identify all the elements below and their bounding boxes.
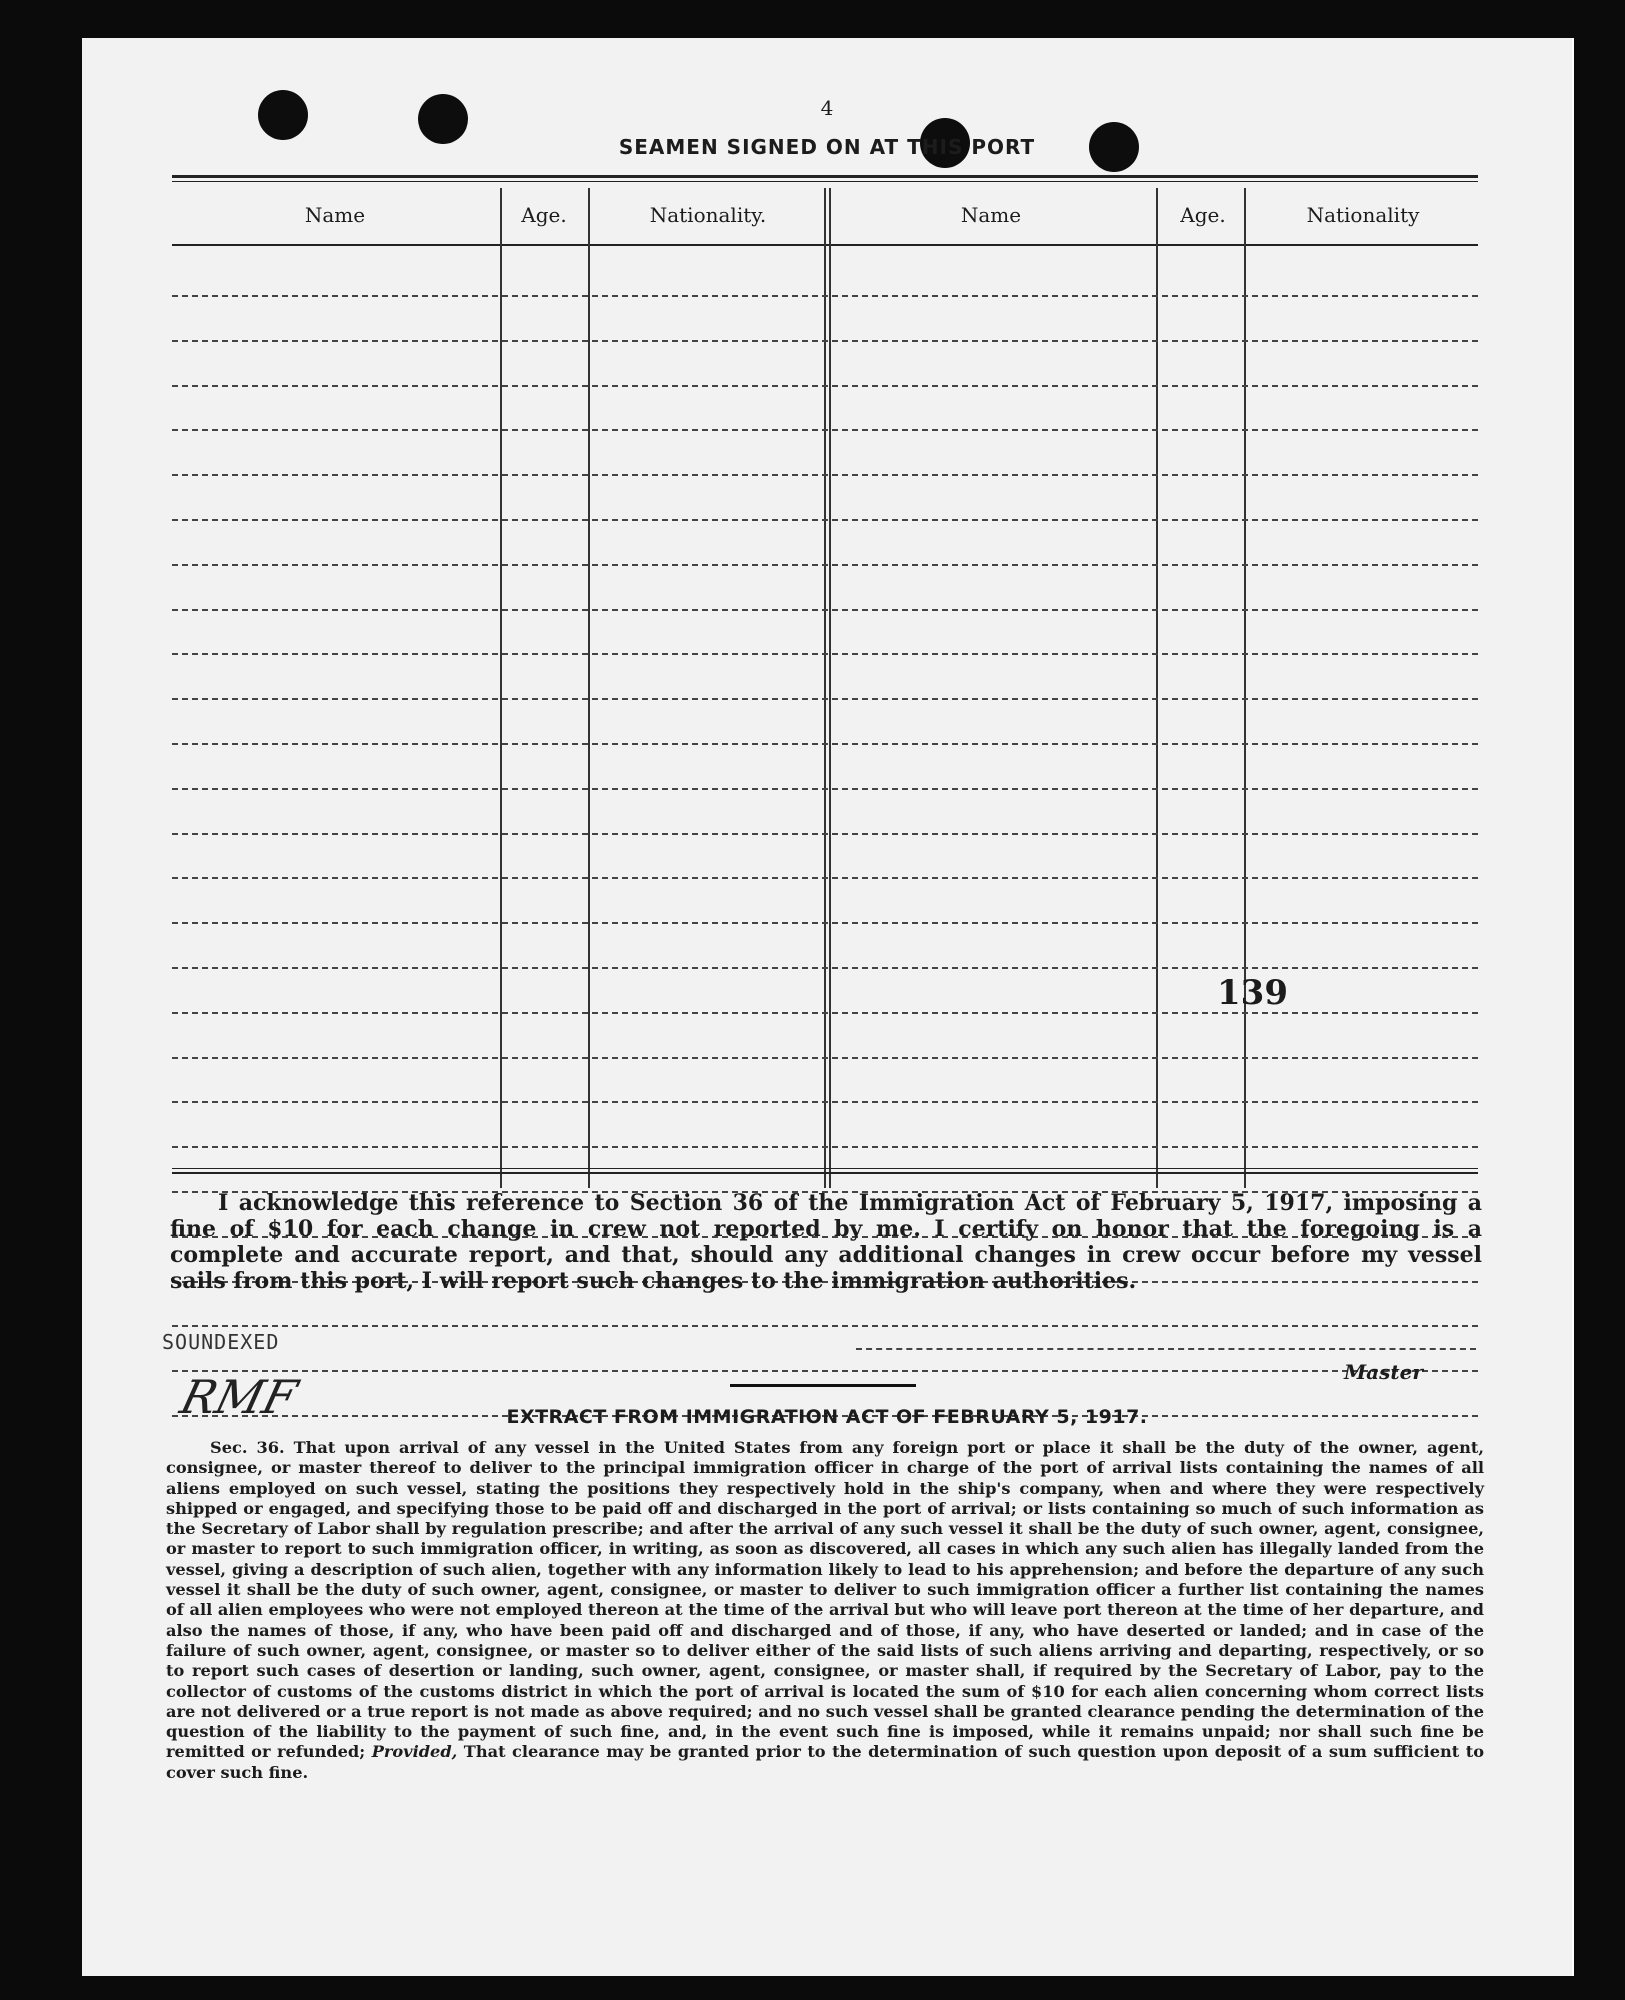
col-header-nationality-left: Nationality. [649, 203, 767, 227]
entry-row-line [172, 564, 1478, 566]
entry-row-line [172, 1146, 1478, 1148]
entry-row-line [172, 295, 1478, 297]
column-divider [1244, 188, 1246, 1188]
table-bottom-rule-2 [172, 1172, 1478, 1174]
table-bottom-rule [172, 1168, 1478, 1169]
header-title: SEAMEN SIGNED ON AT THIS PORT [618, 135, 1036, 159]
col-header-name-right: Name [960, 203, 1022, 227]
entry-row-line [172, 429, 1478, 431]
entry-row-line [172, 519, 1478, 521]
entry-row-line [172, 340, 1478, 342]
stamped-number: 139 [1217, 973, 1288, 1013]
col-header-name-left: Name [304, 203, 366, 227]
statute-proviso: Provided, [371, 1742, 458, 1762]
soundexed-stamp: SOUNDEXED [162, 1330, 280, 1354]
table-top-rule-2 [172, 181, 1478, 182]
entry-row-line [172, 1057, 1478, 1059]
column-divider [588, 188, 590, 1188]
column-divider [1156, 188, 1158, 1188]
col-header-nationality-right: Nationality [1306, 203, 1420, 227]
table-top-rule [172, 175, 1478, 178]
entry-row-line [172, 385, 1478, 387]
statute-section-label: Sec. 36. [210, 1438, 285, 1457]
statute-tail: That clearance may be granted prior to the determination of such question upon deposit of a sum sufficient to cover such fine. [166, 1742, 1484, 1782]
master-label: Master [1344, 1360, 1423, 1384]
entry-row-line [172, 1325, 1478, 1327]
statute-body: That upon arrival of any vessel in the United States from any foreign port or place it shall be the duty of the owner, agent, consignee, or master thereof to deliver to the principal immigration officer in charge of the port of arrival lists containing the names of all aliens employed on such vessel, stating the positions they respectively hold in the ship's company, when and where they were respectively shipped or engaged, and specifying those to be paid off and discharged in the port of arrival; or lists containing so much of such information as the Secretary of Labor shall by regulation prescribe; and after the arrival of any such vessel it shall be the duty of such owner, agent, consignee, or master to report to such immigration officer, in writing, as soon as discovered, all cases in which any such alien has illegally landed from the vessel, giving a description of such alien, together with any information likely to lead to his apprehension; and before the departure of any such vessel it shall be the duty of such owner, agent, consignee, or master to deliver to such immigration officer a further list containing the names of all alien employees who were not employed thereon at the time of the arrival but who will leave port thereon at the time of her departure, and also the names of those, if any, who have been paid off and discharged and of those, if any, who have deserted or landed; and in case of the failure of such owner, agent, consignee, or master so to deliver either of the said lists of such aliens arriving and departing, respectively, or so to report such cases of desertion or landing, such owner, agent, consignee, or master shall, if required by the Secretary of Labor, pay to the collector of customs of the customs district in which the port of arrival is located the sum of $10 for each alien concerning whom correct lists are not delivered or a true report is not made as above required; and no such vessel shall be granted clearance pending the determination of the question of the liability to the payment of such fine, and, in the event such fine is imposed, while it remains unpaid; nor shall such fine be remitted or refunded; [166, 1438, 1485, 1762]
acknowledgement-text: I acknowledge this reference to Section 36 of the Immigration Act of February 5, 1917, imposing a fine of $10 for each change in crew not reported by me. I certify on honor that the foregoing is a complete and accurate report, and that, should any additional changes in crew occur before my vessel sails from this port, I will report such changes to the immigration authorities. [170, 1190, 1482, 1294]
col-header-age-right: Age. [1180, 203, 1226, 227]
col-header-age-left: Age. [521, 203, 567, 227]
entry-row-line [172, 474, 1478, 476]
entry-row-line [172, 877, 1478, 879]
entry-row-line [172, 698, 1478, 700]
entry-row-line [172, 788, 1478, 790]
entry-row-line [172, 609, 1478, 611]
column-divider [500, 188, 502, 1188]
entry-row-line [172, 922, 1478, 924]
entry-row-line [172, 653, 1478, 655]
page-number: 4 [820, 96, 834, 120]
handwritten-initials: RMF [175, 1370, 303, 1424]
entry-row-line [172, 967, 1478, 969]
entry-row-line [172, 833, 1478, 835]
entry-row-line [172, 743, 1478, 745]
column-divider [824, 188, 826, 1188]
column-divider [829, 188, 831, 1188]
extract-divider [730, 1384, 916, 1387]
document-page [82, 38, 1574, 1976]
entry-row-line [172, 1370, 1478, 1372]
statute-paragraph [166, 1438, 1484, 1783]
entry-row-line [172, 1101, 1478, 1103]
extract-title: EXTRACT FROM IMMIGRATION ACT OF FEBRUARY 5, 1917. [506, 1406, 1148, 1428]
master-signature-line [856, 1348, 1476, 1350]
